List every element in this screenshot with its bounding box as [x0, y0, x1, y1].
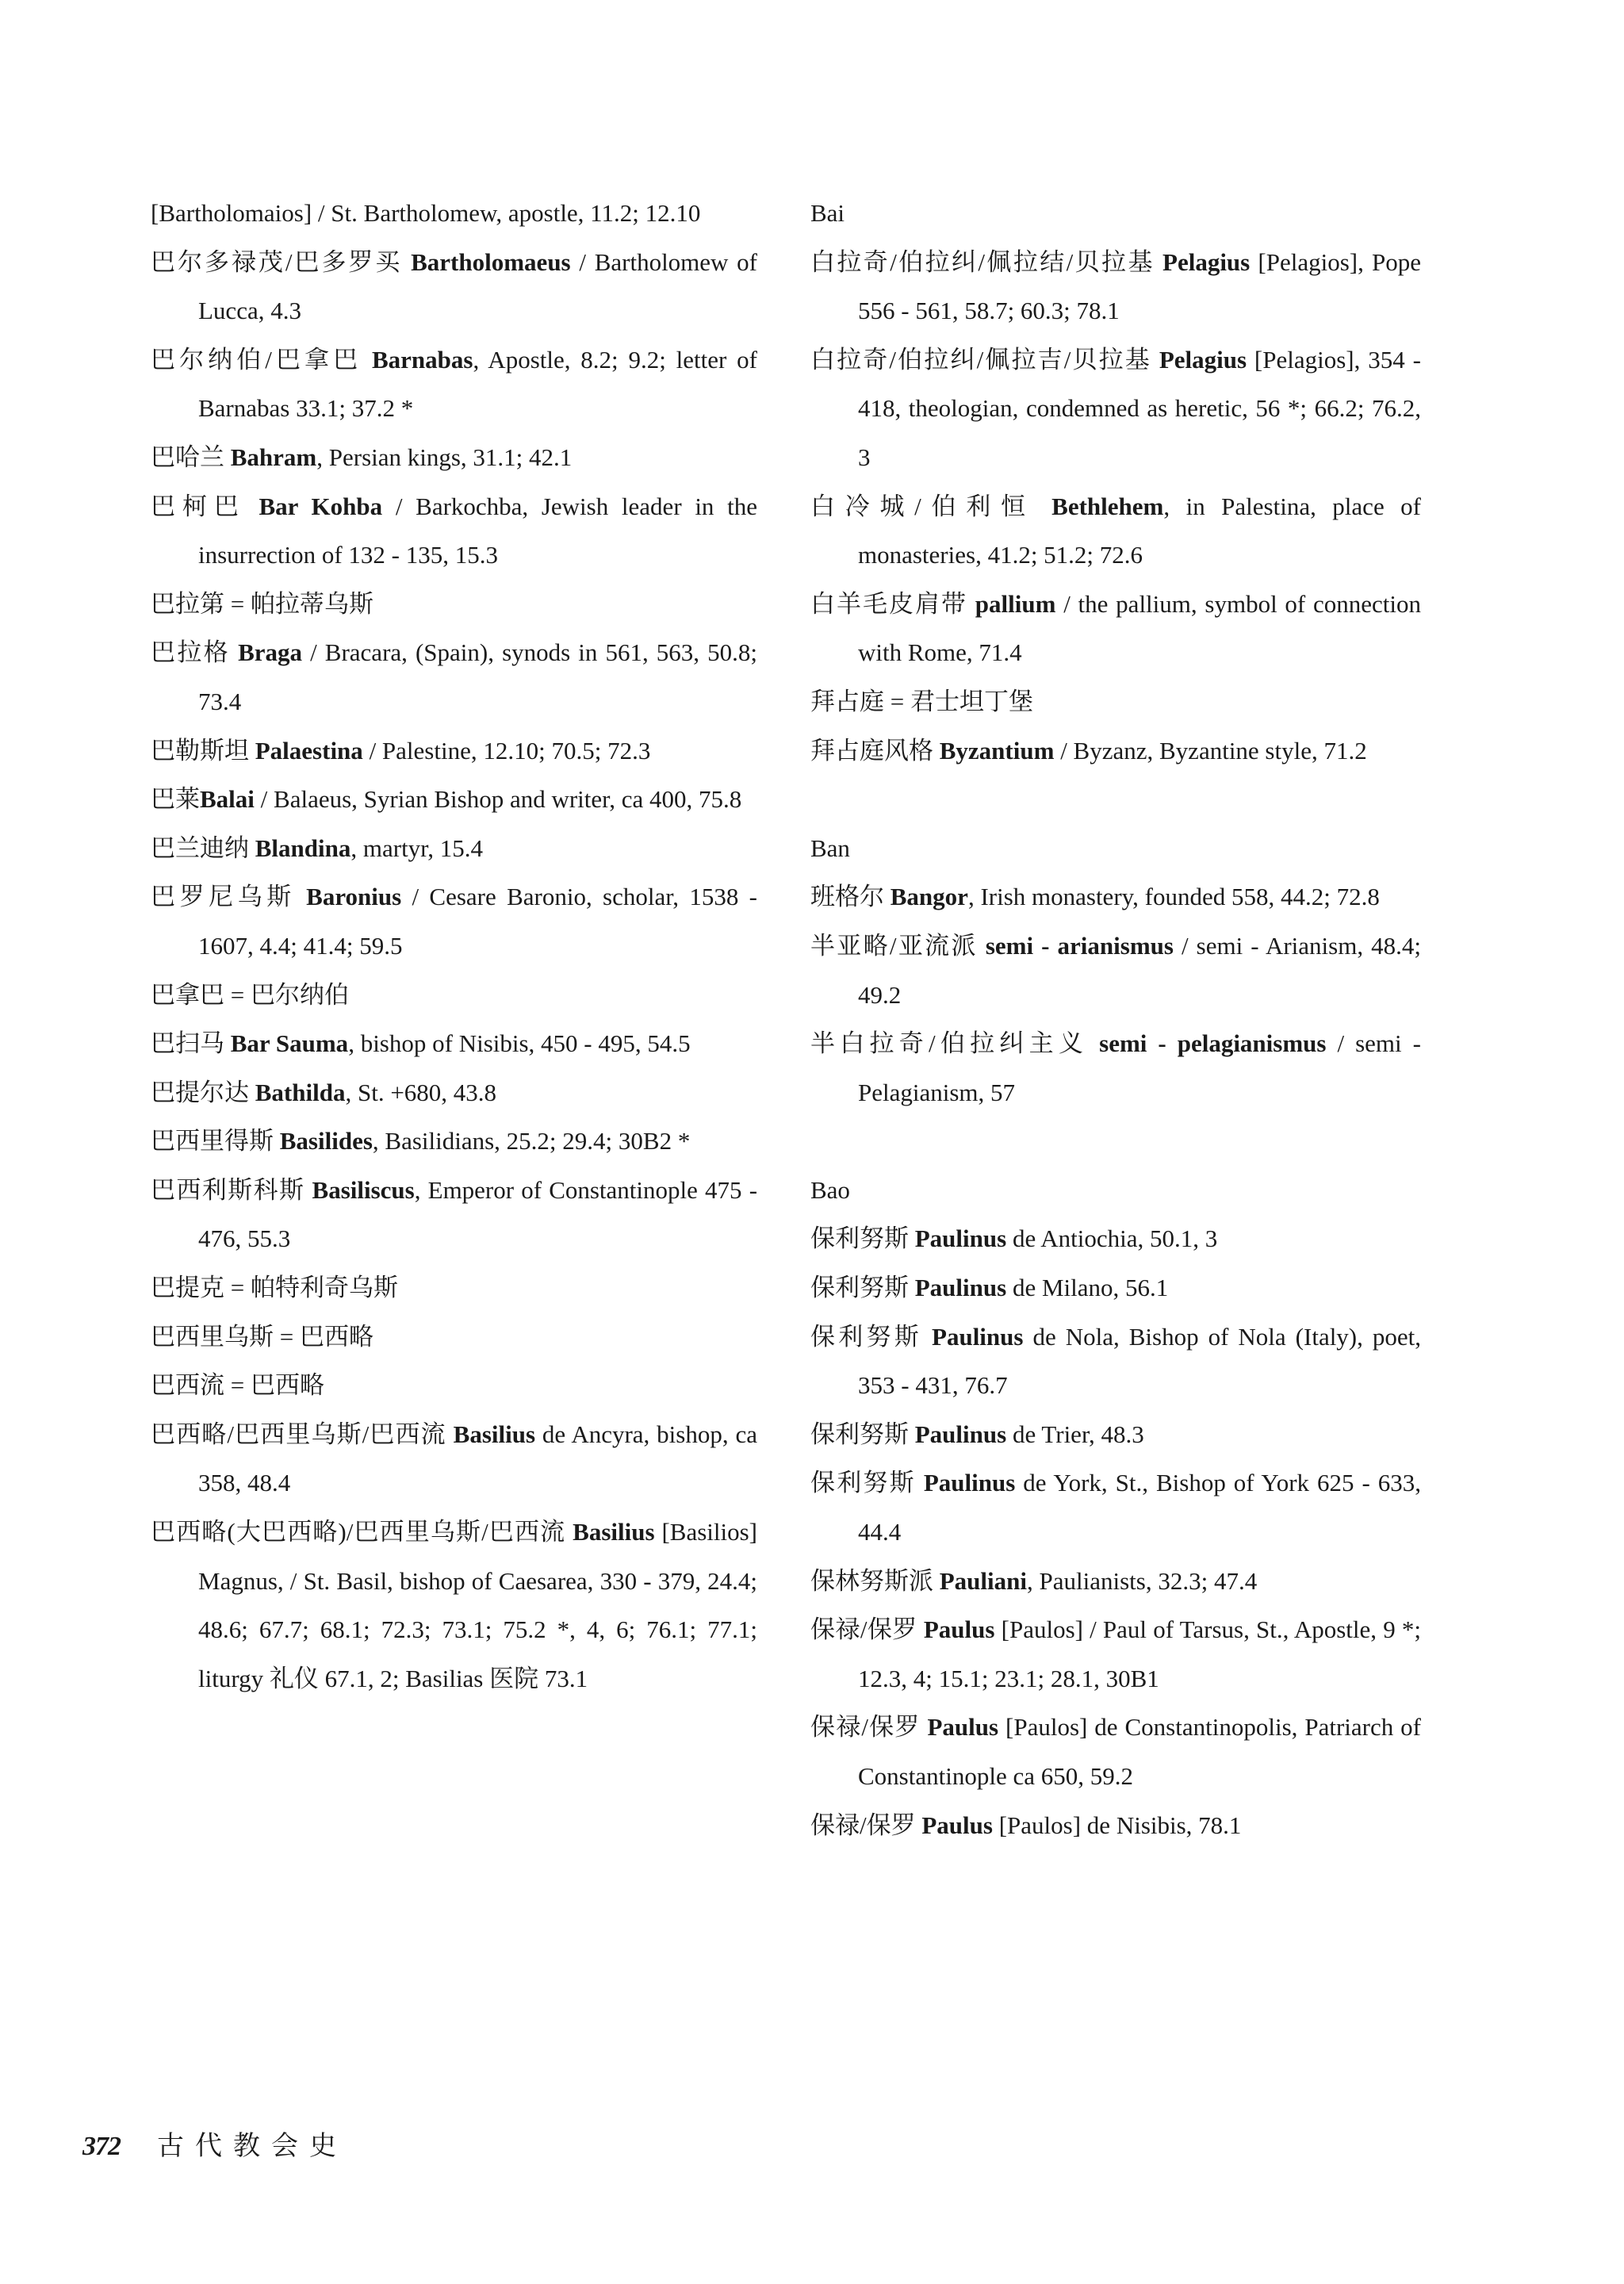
section-heading: Ban	[810, 834, 850, 862]
index-entry: 巴尔纳伯/巴拿巴 Barnabas, Apostle, 8.2; 9.2; letter of Barnabas 33.1; 37.2 *	[151, 345, 757, 423]
index-entry: 巴罗尼乌斯 Baronius / Cesare Baronio, scholar, 1538 - 1607, 4.4; 41.4; 59.5	[151, 883, 757, 960]
index-entry: 巴西里乌斯 = 巴西略	[151, 1322, 373, 1351]
index-entry: 班格尔 Bangor, Irish monastery, founded 558, 44.2; 72.8	[810, 883, 1380, 911]
index-entry: 拜占庭 = 君士坦丁堡	[810, 687, 1033, 715]
index-entry: 巴兰迪纳 Blandina, martyr, 15.4	[151, 834, 484, 862]
index-entry: 保利努斯 Paulinus de Trier, 48.3	[810, 1420, 1144, 1448]
index-entry: 巴勒斯坦 Palaestina / Palestine, 12.10; 70.5; 72.3	[151, 736, 651, 765]
index-entry: 白冷城/伯利恒 Bethlehem, in Palestina, place of monasteries, 41.2; 51.2; 72.6	[810, 492, 1421, 569]
index-entry: 保禄/保罗 Paulus [Paulos] de Constantinopolis, Patriarch of Constantinople ca 650, 59.2	[810, 1713, 1421, 1790]
index-entry: 保禄/保罗 Paulus [Paulos] / Paul of Tarsus, St., Apostle, 9 *; 12.3, 4; 15.1; 23.1; 28.1, 30B1	[810, 1615, 1421, 1692]
index-entry: 保利努斯 Paulinus de Nola, Bishop of Nola (Italy), poet, 353 - 431, 76.7	[810, 1322, 1422, 1400]
index-entry: 巴西利斯科斯 Basiliscus, Emperor of Constantinople 475 - 476, 55.3	[151, 1175, 758, 1253]
index-entry: 巴西流 = 巴西略	[151, 1371, 324, 1400]
index-entry: 巴西里得斯 Basilides, Basilidians, 25.2; 29.4; 30B2 *	[151, 1127, 691, 1155]
index-entry: 保禄/保罗 Paulus [Paulos] de Nisibis, 78.1	[810, 1811, 1242, 1839]
section-spacer	[810, 1117, 1421, 1166]
page-number: 372	[82, 2132, 121, 2161]
index-entry: 巴柯巴 Bar Kohba / Barkochba, Jewish leader in the insurrection of 132 - 135, 15.3	[151, 492, 757, 569]
index-entry: 巴莱Balai / Balaeus, Syrian Bishop and writer, ca 400, 75.8	[151, 785, 742, 814]
index-entry: 保利努斯 Paulinus de Milano, 56.1	[810, 1274, 1169, 1302]
index-entry: 巴哈兰 Bahram, Persian kings, 31.1; 42.1	[151, 443, 573, 471]
page-footer	[82, 2124, 347, 2163]
book-title: 古代教会史	[157, 2132, 347, 2161]
index-entry: 巴西略/巴西里乌斯/巴西流 Basilius de Ancyra, bishop, ca 358, 48.4	[151, 1420, 757, 1497]
index-entry: 巴提尔达 Bathilda, St. +680, 43.8	[151, 1078, 497, 1106]
index-entry: 巴拉格 Braga / Bracara, (Spain), synods in 561, 563, 50.8; 73.4	[151, 638, 757, 715]
section-spacer	[810, 775, 1421, 824]
index-entry: [Bartholomaios] / St. Bartholomew, apostle, 11.2; 12.10	[151, 199, 701, 227]
section-heading: Bai	[810, 199, 845, 227]
index-entry: 白羊毛皮肩带 pallium / the pallium, symbol of connection with Rome, 71.4	[810, 589, 1422, 667]
index-entry: 巴扫马 Bar Sauma, bishop of Nisibis, 450 - 495, 54.5	[151, 1029, 691, 1058]
index-entry: 半白拉奇/伯拉纠主义 semi - pelagianismus / semi - Pelagianism, 57	[810, 1029, 1421, 1106]
section-heading: Bao	[810, 1175, 850, 1204]
index-entry: 巴拉第 = 帕拉蒂乌斯	[151, 589, 373, 618]
index-entry: 巴提克 = 帕特利奇乌斯	[151, 1274, 398, 1302]
index-entry: 半亚略/亚流派 semi - arianismus / semi - Arianism, 48.4; 49.2	[810, 931, 1421, 1009]
right-column	[810, 189, 1421, 1849]
index-entry: 白拉奇/伯拉纠/佩拉吉/贝拉基 Pelagius [Pelagios], 354 - 418, theologian, condemned as heretic, 56 *; 66.2; 76.2, 3	[810, 345, 1421, 471]
index-entry: 保林努斯派 Pauliani, Paulianists, 32.3; 47.4	[810, 1566, 1258, 1595]
index-entry: 巴尔多禄茂/巴多罗买 Bartholomaeus / Bartholomew of Lucca, 4.3	[151, 247, 757, 325]
index-entry: 拜占庭风格 Byzantium / Byzanz, Byzantine style, 71.2	[810, 736, 1367, 765]
left-column	[151, 189, 757, 1703]
index-entry: 巴西略(大巴西略)/巴西里乌斯/巴西流 Basilius [Basilios] Magnus, / St. Basil, bishop of Caesarea, 330 - 379, 24.4; 48.6; 67.7; 68.1; 72.3; 73.1; 75.2 *, 4, 6; 76.1; 77.1; liturgy 礼仪 67.1, 2; Basilias 医院 73.1	[151, 1518, 757, 1692]
index-entry: 保利努斯 Paulinus de Antiochia, 50.1, 3	[810, 1224, 1218, 1253]
index-entry: 白拉奇/伯拉纠/佩拉结/贝拉基 Pelagius [Pelagios], Pope 556 - 561, 58.7; 60.3; 78.1	[810, 247, 1421, 325]
index-entry: 保利努斯 Paulinus de York, St., Bishop of York 625 - 633, 44.4	[810, 1469, 1421, 1546]
index-entry: 巴拿巴 = 巴尔纳伯	[151, 980, 349, 1009]
